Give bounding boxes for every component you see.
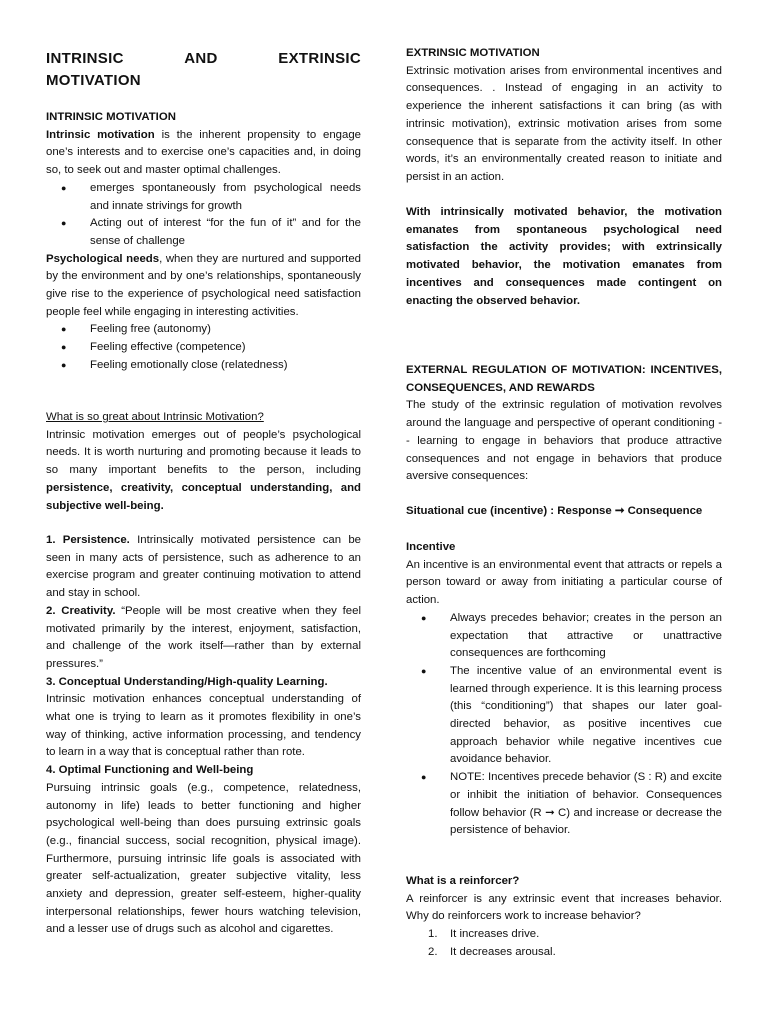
list-number: 1. bbox=[428, 928, 438, 941]
benefit-creativity bbox=[46, 603, 361, 674]
incentive-heading: Incentive bbox=[406, 541, 456, 553]
reinforcer-list bbox=[406, 926, 722, 961]
external-heading: EXTERNAL REGULATION OF MOTIVATION: INCENTIVES, CONSEQUENCES, AND REWARDS bbox=[406, 364, 722, 394]
intro-bold: Intrinsic motivation bbox=[46, 128, 155, 141]
benefit-head: 2. Creativity. bbox=[46, 604, 116, 617]
list-number: 2. bbox=[428, 945, 438, 958]
external-section bbox=[406, 362, 722, 486]
external-paragraph: The study of the extrinsic regulation of motivation revolves around the language and perspective of operant conditioning -- learning to engage in behaviors that produce attractive consequences and not engage in behaviors that produce aversive consequences: bbox=[406, 399, 722, 483]
contrast-paragraph: With intrinsically motivated behavior, the motivation emanates from spontaneous psychological need satisfaction the activity provides; with extrinsically motivated behavior, the motivation emanates from incentives and consequences made contingent on enacting the observed behavior. bbox=[406, 206, 722, 307]
intrinsic-section bbox=[46, 109, 361, 375]
reinforcer-heading: What is a reinforcer? bbox=[406, 875, 520, 887]
benefit-text: “People will be most creative when they feel motivated primarily by the interest, enjoyment, satisfaction, and challenge of the work itself—rather than by external pressures.” bbox=[46, 604, 361, 670]
extrinsic-section bbox=[406, 45, 722, 187]
intro-rest: is the inherent propensity to engage one’s interests and to exercise one’s capacities and, in doing so, to seek out and master optimal challenges. bbox=[46, 128, 362, 177]
benefit-persistence bbox=[46, 532, 361, 603]
intrinsic-intro bbox=[46, 127, 361, 180]
incentive-paragraph: An incentive is an environmental event that attracts or repels a person toward or away from initiating a particular course of action. bbox=[406, 558, 722, 607]
benefit-head: 3. Conceptual Understanding/High-quality Learning. bbox=[46, 675, 328, 688]
list-item bbox=[406, 944, 722, 962]
needs-bullets bbox=[46, 321, 361, 374]
benefit-head: 1. Persistence. bbox=[46, 534, 130, 546]
list-item: ● Feeling free (autonomy) bbox=[46, 321, 361, 339]
intrinsic-heading: INTRINSIC MOTIVATION bbox=[46, 111, 176, 123]
great-paragraph bbox=[46, 427, 361, 516]
benefit-text: Intrinsic motivation enhances conceptual understanding of what one is trying to learn as it promotes flexibility in one’s way of thinking, active information processing, and tendency to learn in a way that is conceptual rather than rote. bbox=[46, 693, 361, 759]
formula-text: Situational cue (incentive) : Response ➞ Consequence bbox=[406, 505, 703, 517]
list-item: ● NOTE: Incentives precede behavior (S : R) and excite or inhibit the initiation of behavior. Consequences follow behavior (R ➞ C) and increase or decrease the persistence of behavior. bbox=[406, 769, 722, 840]
needs-bold: Psychological needs bbox=[46, 252, 160, 265]
extrinsic-heading: EXTRINSIC MOTIVATION bbox=[406, 47, 540, 59]
intrinsic-bullets bbox=[46, 180, 361, 251]
list-text: It increases drive. bbox=[450, 928, 540, 941]
incentive-section bbox=[406, 539, 722, 840]
list-item: ● Always precedes behavior; creates in the person an expectation that attractive or unattractive consequences are forthcoming bbox=[406, 610, 722, 663]
extrinsic-paragraph: Extrinsic motivation arises from environmental incentives and consequences. . Instead of engaging in an activity to experience the inherent satisfactions it can bring (as with intrinsic motivation), extrinsic motivation arises from some consequence that is separate from the activity itself. In other words, it’s an environmentally created reason to initiate and persist in an action. bbox=[406, 64, 722, 183]
great-section bbox=[46, 409, 361, 515]
formula bbox=[406, 503, 722, 521]
document-title bbox=[46, 48, 361, 92]
needs-paragraph bbox=[46, 251, 361, 322]
title-word: INTRINSIC bbox=[46, 50, 124, 67]
list-item bbox=[406, 926, 722, 944]
reinforcer-section bbox=[406, 873, 722, 962]
incentive-bullets bbox=[406, 610, 722, 840]
contrast-section bbox=[406, 204, 722, 310]
benefit-head: 4. Optimal Functioning and Well-being bbox=[46, 764, 254, 777]
reinforcer-paragraph: A reinforcer is any extrinsic event that increases behavior. Why do reinforcers work to increase behavior? bbox=[406, 892, 722, 923]
great-bold: persistence, creativity, conceptual understanding, and subjective well-being. bbox=[46, 481, 361, 512]
great-text: Intrinsic motivation emerges out of people’s psychological needs. It is worth nurturing and promoting because it leads to so many important benefits to the person, including bbox=[46, 428, 361, 477]
benefit-text: Pursuing intrinsic goals (e.g., competence, relatedness, autonomy in life) leads to better functioning and higher psychological well-being than does pursuing extrinsic goals (e.g., financial success, social recognition, physical image). Furthermore, pursuing intrinsic life goals is associated with greater self-actualization, greater subjective vitality, less anxiety and depression, greater self-esteem, higher-quality interpersonal relationships, fewer hours watching television, and a lesser use of drugs such as alcohol and cigarettes. bbox=[46, 781, 361, 936]
list-item: ● Feeling emotionally close (relatedness) bbox=[46, 357, 361, 375]
title-word: AND bbox=[184, 50, 218, 67]
benefit-text: Intrinsically motivated persistence can be seen in many acts of persistence, such as adherence to an exercise program and greater continuing motivation to attend and stay in school. bbox=[46, 534, 361, 600]
title-word: EXTRINSIC bbox=[278, 50, 361, 67]
list-text: It decreases arousal. bbox=[450, 945, 556, 958]
list-item: ● Acting out of interest “for the fun of it” and for the sense of challenge bbox=[46, 215, 361, 250]
needs-rest: , when they are nurtured and supported by the environment and by one’s relationships, spontaneously give rise to the experience of psychological need satisfaction people feel while engaging in interesting activities. bbox=[46, 252, 361, 318]
list-item: ● The incentive value of an environmental event is learned through experience. It is this learning process (this “conditioning”) that shapes our later goal-directed behavior, as positive incentives cue approach behavior while negative incentives cue avoidance behavior. bbox=[406, 663, 722, 769]
title-line-2: MOTIVATION bbox=[46, 72, 141, 89]
list-item: ● Feeling effective (competence) bbox=[46, 339, 361, 357]
benefits-section bbox=[46, 532, 361, 939]
great-heading: What is so great about Intrinsic Motivation? bbox=[46, 411, 264, 423]
list-item: ● emerges spontaneously from psychological needs and innate strivings for growth bbox=[46, 180, 361, 215]
